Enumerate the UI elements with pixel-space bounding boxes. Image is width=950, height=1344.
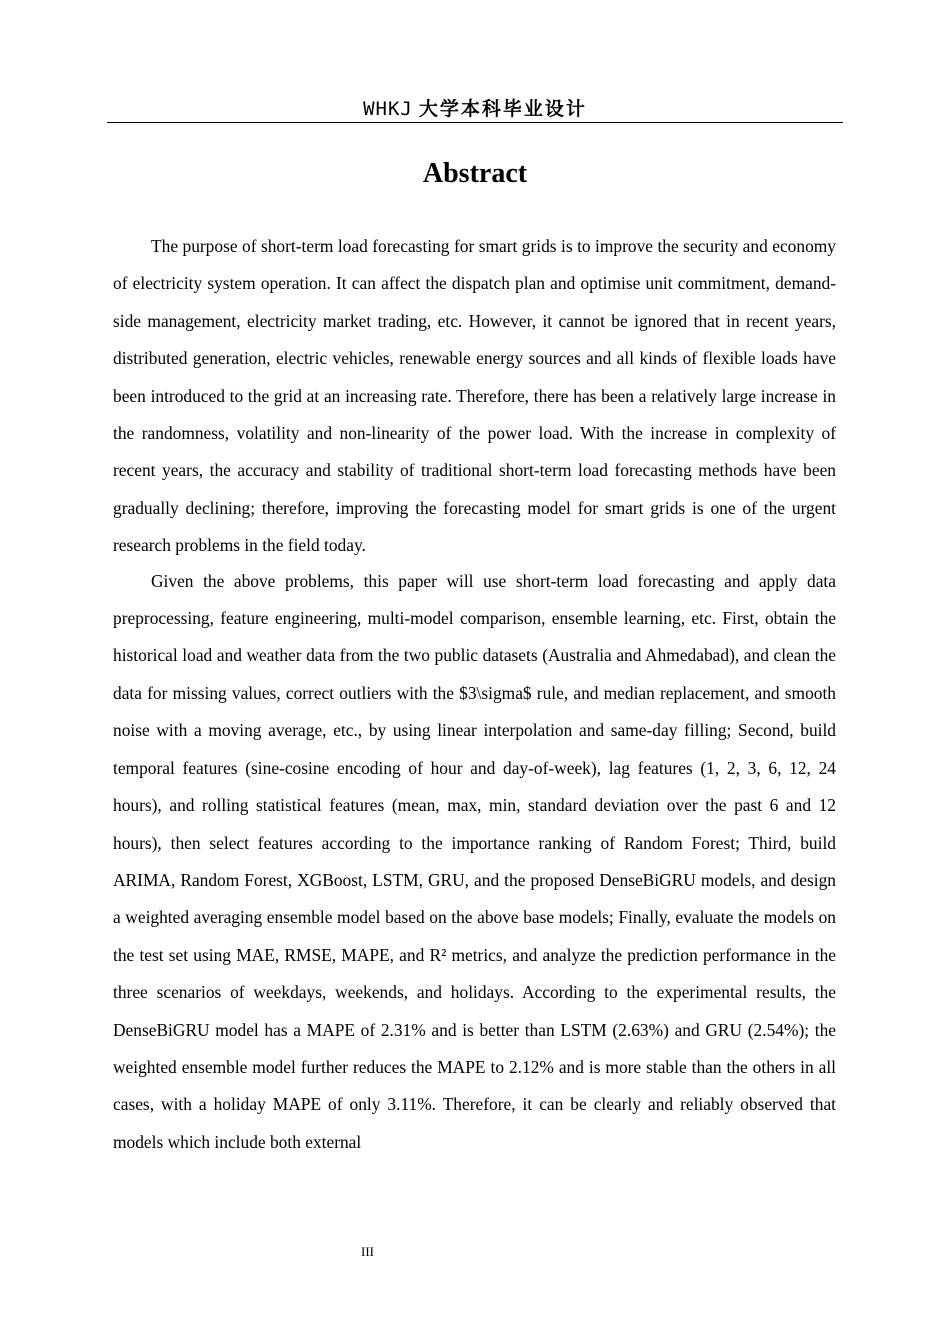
header-divider	[107, 122, 843, 123]
abstract-paragraph-2: Given the above problems, this paper will use short-term load forecasting and apply data preprocessing, feature engineering, multi-model comparison, ensemble learning, etc. First, obtain the historical load and weather data from the two public datasets (Australia and Ahmedabad), and clean the data for missing values, correct outliers with the $3\sigma$ rule, and median replacement, and smooth noise with a moving average, etc., by using linear interpolation and same-day filling; Second, build temporal features (sine-cosine encoding of hour and day-of-week), lag features (1, 2, 3, 6, 12, 24 hours), and rolling statistical features (mean, max, min, standard deviation over the past 6 and 12 hours), then select features according to the importance ranking of Random Forest; Third, build ARIMA, Random Forest, XGBoost, LSTM, GRU, and the proposed DenseBiGRU models, and design a weighted averaging ensemble model based on the above base models; Finally, evaluate the models on the test set using MAE, RMSE, MAPE, and R² metrics, and analyze the prediction performance in the three scenarios of weekdays, weekends, and holidays. According to the experimental results, the DenseBiGRU model has a MAPE of 2.31% and is better than LSTM (2.63%) and GRU (2.54%); the weighted ensemble model further reduces the MAPE to 2.12% and is more stable than the others in all cases, with a holiday MAPE of only 3.11%. Therefore, it can be clearly and reliably observed that models which include both external	[113, 570, 836, 1152]
abstract-paragraph-1: The purpose of short-term load forecasting for smart grids is to improve the security and economy of electricity system operation. It can affect the dispatch plan and optimise unit commitment, demand-side management, electricity market trading, etc. However, it cannot be ignored that in recent years, distributed generation, electric vehicles, renewable energy sources and all kinds of flexible loads have been introduced to the grid at an increasing rate. Therefore, there has been a relatively large increase in the randomness, volatility and non-linearity of the power load. With the increase in complexity of recent years, the accuracy and stability of traditional short-term load forecasting methods have been gradually declining; therefore, improving the forecasting model for smart grids is one of the urgent research problems in the field today.	[113, 236, 836, 556]
page-number: III	[361, 1244, 374, 1259]
abstract-body	[113, 228, 836, 1161]
running-header	[107, 96, 843, 122]
abstract-title: Abstract	[422, 158, 528, 189]
header-document-type: 大学本科毕业设计	[418, 98, 587, 120]
header-university-code: WHKJ	[363, 98, 413, 120]
